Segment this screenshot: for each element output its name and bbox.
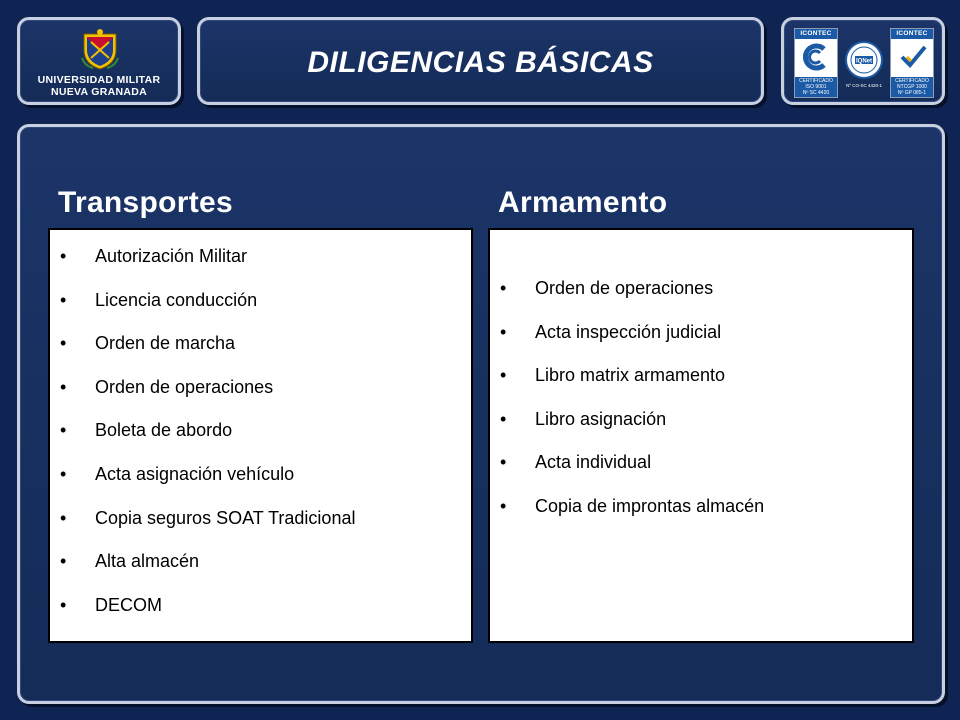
list-item: • Acta inspección judicial xyxy=(490,321,912,343)
badge-number: Nº GP 085-1 xyxy=(897,90,927,96)
badge-standard: ISO 9001 xyxy=(805,84,827,90)
section-heading-transportes: Transportes xyxy=(58,186,234,219)
armamento-list-box xyxy=(488,228,914,643)
badge-number: Nº CO-SC 4420-1 xyxy=(846,83,882,88)
armamento-list xyxy=(490,277,912,539)
icontec-ntcgp-badge xyxy=(890,28,934,98)
badge-org: ICONTEC xyxy=(795,29,837,39)
title-panel xyxy=(197,17,764,105)
transportes-list-box xyxy=(48,228,473,643)
logo-panel xyxy=(17,17,181,105)
badge-label: CERTIFICADO xyxy=(895,78,929,84)
list-item: • Licencia conducción xyxy=(50,289,471,311)
list-item: • Orden de marcha xyxy=(50,332,471,354)
list-item: • Alta almacén xyxy=(50,550,471,572)
list-item: • Acta individual xyxy=(490,451,912,473)
badge-number: Nº SC 4420 xyxy=(802,90,830,96)
university-shield-icon xyxy=(81,28,119,70)
iqnet-badge xyxy=(844,40,884,88)
iqnet-org: IQNet xyxy=(855,58,873,65)
badge-standard: NTCGP 1000 xyxy=(897,84,927,90)
transportes-list xyxy=(50,245,471,637)
list-item: • Libro asignación xyxy=(490,408,912,430)
list-item: • Orden de operaciones xyxy=(50,376,471,398)
list-item: • Libro matrix armamento xyxy=(490,364,912,386)
page-title: DILIGENCIAS BÁSICAS xyxy=(307,46,654,79)
icontec-logo-icon xyxy=(802,43,832,71)
badge-label: CERTIFICADO xyxy=(799,78,833,84)
icontec-checkmark-icon xyxy=(898,43,928,71)
certification-panel xyxy=(781,17,945,105)
list-item: • Copia seguros SOAT Tradicional xyxy=(50,507,471,529)
list-item: • Autorización Militar xyxy=(50,245,471,267)
badge-footer xyxy=(891,77,933,97)
section-heading-armamento: Armamento xyxy=(498,186,668,219)
icontec-iso-badge xyxy=(794,28,838,98)
list-item: • DECOM xyxy=(50,594,471,616)
badge-footer xyxy=(795,77,837,97)
iqnet-logo-icon xyxy=(844,40,884,80)
list-item: • Acta asignación vehículo xyxy=(50,463,471,485)
logo-line-1: UNIVERSIDAD MILITAR xyxy=(37,74,161,86)
logo-line-2: NUEVA GRANADA xyxy=(50,86,148,98)
list-item: • Boleta de abordo xyxy=(50,419,471,441)
badge-org: ICONTEC xyxy=(891,29,933,39)
list-item: • Orden de operaciones xyxy=(490,277,912,299)
list-item: • Copia de improntas almacén xyxy=(490,495,912,517)
